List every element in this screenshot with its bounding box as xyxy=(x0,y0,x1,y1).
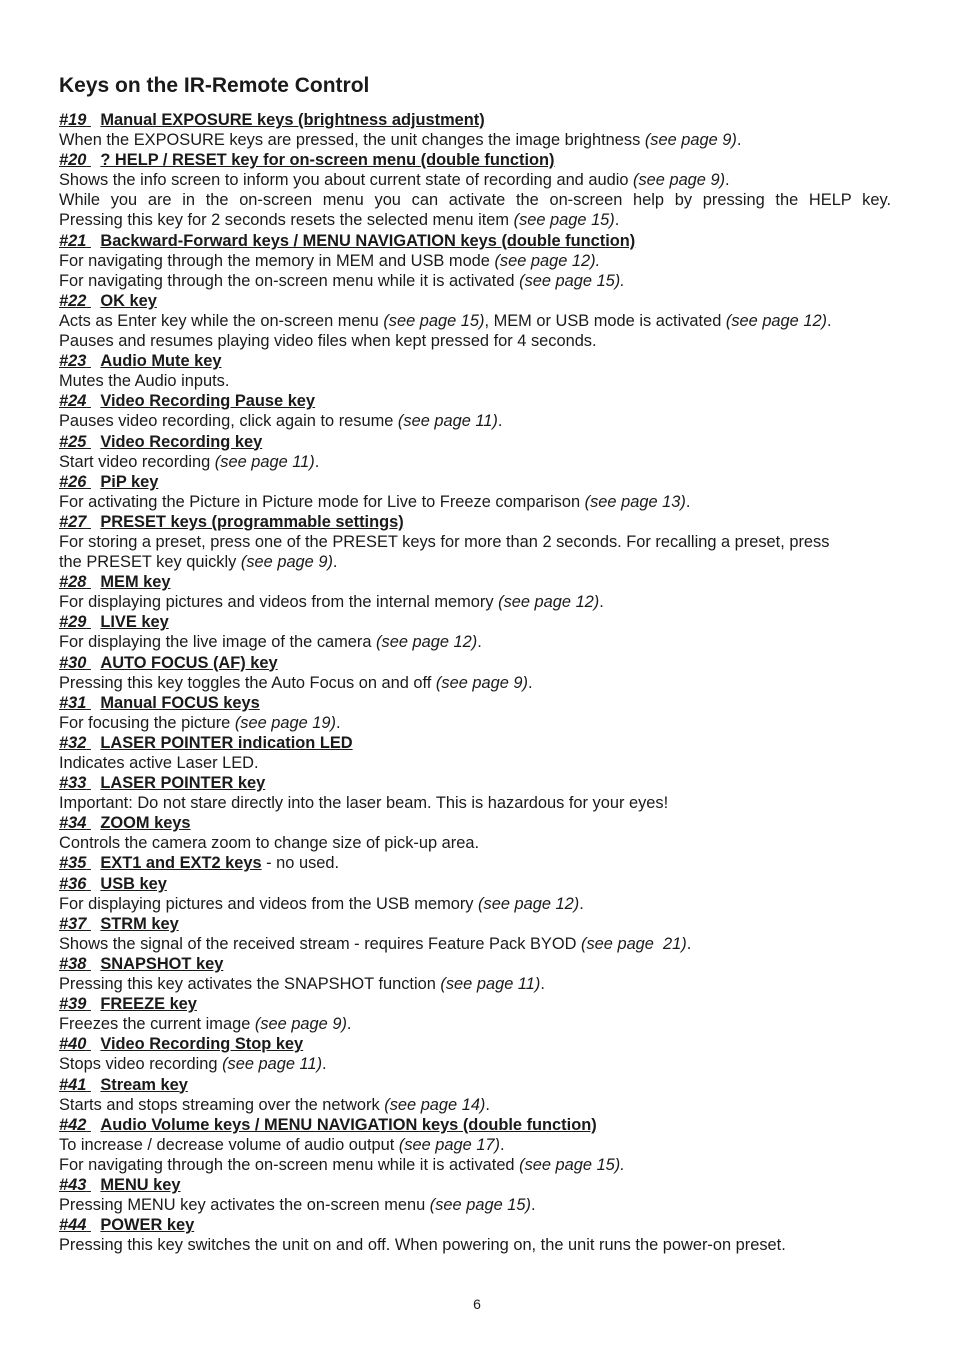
entry-heading xyxy=(59,854,262,872)
description-text: Pressing this key switches the unit on and off. When powering on, the unit runs the power-on preset. xyxy=(59,1236,786,1255)
key-entry xyxy=(59,1034,891,1074)
page-reference: (see page 12) xyxy=(725,311,828,330)
entry-number: #26 xyxy=(59,472,87,491)
entry-number: #29 xyxy=(59,613,87,632)
description-line xyxy=(59,592,891,612)
key-entry xyxy=(59,472,891,512)
key-entry xyxy=(59,773,891,813)
description-text: Freezes the current image xyxy=(59,1015,255,1034)
entry-heading-line xyxy=(59,994,891,1014)
key-entry xyxy=(59,231,891,291)
description-text: For displaying the live image of the camera xyxy=(59,633,377,652)
description-text: For displaying pictures and videos from the internal memory xyxy=(59,593,499,612)
entry-heading xyxy=(59,814,191,832)
entry-title: Audio Volume keys / MENU NAVIGATION keys (double function) xyxy=(100,1115,597,1134)
entry-title: POWER key xyxy=(100,1216,195,1235)
key-entry xyxy=(59,512,891,572)
key-entry xyxy=(59,432,891,472)
page-reference: (see page 9) xyxy=(254,1015,347,1034)
description-text: . xyxy=(332,553,338,572)
page-reference: (see page 11) xyxy=(397,412,498,431)
entry-title: Manual EXPOSURE keys (brightness adjustment) xyxy=(100,111,485,129)
entry-title: PRESET keys (programmable settings) xyxy=(100,512,404,531)
description-text: Indicates active Laser LED. xyxy=(59,754,259,772)
entry-heading-line xyxy=(59,813,891,833)
description-text: Pressing this key for 2 seconds resets the selected menu item xyxy=(59,211,514,230)
key-entry xyxy=(59,954,891,994)
entry-heading xyxy=(59,151,555,169)
entry-number: #39 xyxy=(59,995,87,1014)
entry-number: #44 xyxy=(59,1216,87,1235)
page-reference: (see page 12) xyxy=(478,894,580,913)
description-text: the PRESET key quickly xyxy=(59,553,241,572)
entry-number: #42 xyxy=(59,1115,87,1134)
key-entry xyxy=(59,813,891,853)
entry-heading-line xyxy=(59,653,891,673)
entry-heading xyxy=(59,1216,194,1234)
description-line xyxy=(59,190,891,210)
description-text: Controls the camera zoom to change size of pick-up area. xyxy=(59,834,479,853)
entry-title: MEM key xyxy=(100,573,171,592)
key-entry xyxy=(59,1075,891,1115)
entry-title: Audio Mute key xyxy=(100,352,222,371)
description-text: . xyxy=(725,171,730,190)
entry-title: AUTO FOCUS (AF) key xyxy=(100,653,278,672)
description-line xyxy=(59,793,891,813)
entry-heading-line xyxy=(59,954,891,974)
entry-heading xyxy=(59,1176,181,1194)
page-reference: (see page 9) xyxy=(633,171,726,190)
key-entry xyxy=(59,150,891,230)
page-title: Keys on the IR-Remote Control xyxy=(59,74,370,97)
key-entry xyxy=(59,612,891,652)
description-text: . xyxy=(599,593,604,612)
description-line xyxy=(59,632,891,652)
page-reference: (see page 12) xyxy=(498,593,600,612)
description-text: Acts as Enter key while the on-screen menu xyxy=(59,311,384,330)
description-text: While you are in the on-screen menu you can activate the on-screen help by pressing the HELP key. xyxy=(59,191,891,210)
entry-heading-line xyxy=(59,351,891,371)
entry-heading xyxy=(59,573,171,591)
entry-heading-line xyxy=(59,1175,891,1195)
description-line xyxy=(59,311,891,331)
description-text: Pauses and resumes playing video files when kept pressed for 4 seconds. xyxy=(59,332,597,351)
entry-number: #28 xyxy=(59,573,87,592)
entry-heading xyxy=(59,433,262,451)
description-line xyxy=(59,210,891,230)
description-line xyxy=(59,331,891,351)
description-text: . xyxy=(336,713,341,732)
description-text: , MEM or USB mode is activated xyxy=(484,311,726,330)
entry-title: Stream key xyxy=(100,1075,188,1094)
description-line xyxy=(59,411,891,431)
description-text: . xyxy=(540,975,545,994)
entry-suffix: - no used. xyxy=(261,854,340,873)
description-text: . xyxy=(314,452,320,471)
description-text: . xyxy=(477,633,482,652)
page-number: 6 xyxy=(473,1296,481,1312)
entry-title: LIVE key xyxy=(100,613,169,632)
entry-number: #43 xyxy=(59,1175,87,1194)
key-entry xyxy=(59,914,891,954)
entry-heading xyxy=(59,915,179,933)
description-text: Pressing this key toggles the Auto Focus on and off xyxy=(59,673,436,692)
entry-title: Video Recording key xyxy=(100,432,263,451)
description-text: For navigating through the memory in MEM and USB mode xyxy=(59,251,495,270)
page-reference: (see page 12) xyxy=(376,633,478,652)
entry-heading xyxy=(59,654,278,672)
entry-title: ZOOM keys xyxy=(100,814,191,833)
description-line xyxy=(59,271,891,291)
description-text: For activating the Picture in Picture mode for Live to Freeze comparison xyxy=(59,492,585,511)
page-reference: (see page 11) xyxy=(440,975,541,994)
entry-heading xyxy=(59,473,158,491)
page-reference: (see page 15). xyxy=(519,271,625,290)
description-text: Pressing MENU key activates the on-screen menu xyxy=(59,1196,430,1215)
entry-number: #31 xyxy=(59,693,87,712)
entry-heading-line xyxy=(59,773,891,793)
description-text: . xyxy=(322,1055,327,1074)
entry-heading xyxy=(59,1116,597,1134)
description-line xyxy=(59,170,891,190)
entry-number: #30 xyxy=(59,653,87,672)
page-reference: (see page 15). xyxy=(519,1155,625,1174)
description-text: To increase / decrease volume of audio output xyxy=(59,1135,399,1154)
page-reference: (see page 9) xyxy=(435,673,528,692)
entry-number: #37 xyxy=(59,914,87,933)
description-text: Shows the signal of the received stream - requires Feature Pack BYOD xyxy=(59,934,582,953)
description-line xyxy=(59,492,891,512)
page-reference: (see page 9) xyxy=(240,553,333,572)
description-line xyxy=(59,532,891,552)
description-text: . xyxy=(497,412,503,431)
key-entry xyxy=(59,1115,891,1175)
description-line xyxy=(59,371,891,391)
description-text: . xyxy=(485,1095,490,1114)
description-text: Pauses video recording, click again to resume xyxy=(59,412,398,431)
entry-heading xyxy=(59,995,197,1013)
description-text: Shows the info screen to inform you about current state of recording and audio xyxy=(59,171,634,190)
description-text: For focusing the picture xyxy=(59,713,235,732)
page-reference: (see page 15) xyxy=(513,211,615,230)
description-line xyxy=(59,130,891,150)
entry-title: EXT1 and EXT2 keys xyxy=(100,854,262,873)
description-text: Starts and stops streaming over the network xyxy=(59,1095,385,1114)
description-text: When the EXPOSURE keys are pressed, the unit changes the image brightness xyxy=(59,131,645,150)
page-reference: (see page 11) xyxy=(222,1055,323,1074)
description-line xyxy=(59,452,891,472)
entry-number: #20 xyxy=(59,151,87,170)
description-line xyxy=(59,1235,891,1255)
entry-heading xyxy=(59,352,221,370)
key-entry xyxy=(59,853,891,873)
entry-heading-line xyxy=(59,914,891,934)
entry-number: #24 xyxy=(59,392,87,411)
description-line xyxy=(59,1095,891,1115)
entry-number: #21 xyxy=(59,231,87,250)
description-line xyxy=(59,1155,891,1175)
description-text: . xyxy=(614,211,620,230)
entry-title: USB key xyxy=(100,874,167,893)
entry-number: #23 xyxy=(59,352,87,371)
entry-heading-line xyxy=(59,1115,891,1135)
entry-heading-line xyxy=(59,733,891,753)
key-entry xyxy=(59,1175,891,1215)
description-text: . xyxy=(827,311,832,330)
entry-title: OK key xyxy=(100,291,157,310)
description-text: For navigating through the on-screen menu while it is activated xyxy=(59,271,520,290)
description-line xyxy=(59,1014,891,1034)
entry-title: LASER POINTER indication LED xyxy=(100,733,353,752)
page-reference: (see page 17) xyxy=(398,1135,501,1154)
entry-heading-line xyxy=(59,853,891,873)
page-reference: (see page 14) xyxy=(384,1095,486,1114)
entry-heading-line xyxy=(59,150,891,170)
entry-heading xyxy=(59,111,485,129)
entry-heading-line xyxy=(59,472,891,492)
key-entry xyxy=(59,653,891,693)
description-text: Pressing this key activates the SNAPSHOT function xyxy=(59,975,441,994)
description-line xyxy=(59,894,891,914)
description-text: . xyxy=(686,934,692,953)
description-text: Start video recording xyxy=(59,452,215,471)
description-text: Important: Do not stare directly into the laser beam. This is hazardous for your eyes! xyxy=(59,794,669,813)
entry-heading xyxy=(59,232,635,250)
description-text: . xyxy=(527,673,533,692)
description-line xyxy=(59,713,891,733)
page-reference: (see page 15) xyxy=(383,311,485,330)
description-text: For displaying pictures and videos from the USB memory xyxy=(59,894,479,913)
entry-number: #27 xyxy=(59,512,87,531)
page-reference: (see page 9) xyxy=(644,131,737,150)
key-entry xyxy=(59,291,891,351)
key-entry xyxy=(59,391,891,431)
entry-heading-line xyxy=(59,572,891,592)
entry-heading-line xyxy=(59,1034,891,1054)
entry-heading-line xyxy=(59,231,891,251)
entry-title: SNAPSHOT key xyxy=(100,954,224,973)
key-entry xyxy=(59,693,891,733)
key-entry xyxy=(59,874,891,914)
description-line xyxy=(59,1195,891,1215)
entry-number: #38 xyxy=(59,954,87,973)
entry-number: #32 xyxy=(59,733,87,752)
entry-heading-line xyxy=(59,432,891,452)
entry-title: LASER POINTER key xyxy=(100,774,266,793)
description-line xyxy=(59,833,891,853)
description-text: . xyxy=(500,1135,505,1154)
entry-heading xyxy=(59,1076,188,1094)
entry-number: #41 xyxy=(59,1075,87,1094)
entry-number: #22 xyxy=(59,291,87,310)
entry-heading-line xyxy=(59,1075,891,1095)
key-entry xyxy=(59,1215,891,1255)
description-line xyxy=(59,673,891,693)
entry-title: FREEZE key xyxy=(100,995,197,1014)
description-line xyxy=(59,552,891,572)
entry-heading-line xyxy=(59,693,891,713)
description-line xyxy=(59,251,891,271)
description-text: For navigating through the on-screen menu while it is activated xyxy=(59,1155,520,1174)
entry-heading xyxy=(59,292,157,310)
page-reference: (see page 21) xyxy=(581,934,687,953)
key-entry xyxy=(59,351,891,391)
entry-number: #36 xyxy=(59,874,87,893)
page-reference: (see page 12). xyxy=(494,251,601,270)
entry-heading-line xyxy=(59,612,891,632)
entry-number: #35 xyxy=(59,854,87,873)
page-reference: (see page 15) xyxy=(429,1196,531,1215)
entry-number: #40 xyxy=(59,1035,87,1054)
description-text: . xyxy=(530,1196,536,1215)
key-entry xyxy=(59,733,891,773)
entry-heading-line xyxy=(59,110,891,130)
description-text: . xyxy=(736,131,742,150)
page-reference: (see page 11) xyxy=(214,452,315,471)
entry-heading-line xyxy=(59,874,891,894)
entry-title: Manual FOCUS keys xyxy=(100,693,260,712)
page-reference: (see page 13) xyxy=(584,492,686,511)
description-text: . xyxy=(346,1015,352,1034)
key-entry xyxy=(59,572,891,612)
entry-heading xyxy=(59,694,260,712)
entry-heading xyxy=(59,613,169,631)
entry-title: MENU key xyxy=(100,1175,181,1194)
key-entry xyxy=(59,110,891,150)
description-text: For storing a preset, press one of the PRESET keys for more than 2 seconds. For recalling a preset, press xyxy=(59,532,830,551)
entry-number: #33 xyxy=(59,774,87,793)
entry-number: #34 xyxy=(59,814,87,833)
entry-title: Video Recording Pause key xyxy=(100,392,316,411)
description-text: . xyxy=(685,492,691,511)
entry-heading xyxy=(59,1035,303,1053)
entry-title: PiP key xyxy=(100,472,159,491)
entry-heading xyxy=(59,513,404,531)
description-line xyxy=(59,934,891,954)
entry-heading xyxy=(59,774,265,792)
entry-heading-line xyxy=(59,391,891,411)
entry-title: Backward-Forward keys / MENU NAVIGATION keys (double function) xyxy=(100,231,636,250)
description-line xyxy=(59,1135,891,1155)
entry-number: #25 xyxy=(59,432,87,451)
entry-heading-line xyxy=(59,512,891,532)
key-entry xyxy=(59,994,891,1034)
entry-heading xyxy=(59,955,223,973)
description-text: Stops video recording xyxy=(59,1055,223,1074)
entry-title: Video Recording Stop key xyxy=(100,1035,304,1054)
description-text: . xyxy=(579,894,584,913)
entry-heading-line xyxy=(59,291,891,311)
entry-heading xyxy=(59,734,353,752)
description-line xyxy=(59,1054,891,1074)
entry-heading-line xyxy=(59,1215,891,1235)
description-line xyxy=(59,974,891,994)
entry-number: #19 xyxy=(59,111,87,129)
entry-title: ? HELP / RESET key for on-screen menu (double function) xyxy=(100,151,555,170)
entry-heading xyxy=(59,392,315,410)
entry-heading xyxy=(59,875,167,893)
page-reference: (see page 19) xyxy=(234,713,336,732)
description-text: Mutes the Audio inputs. xyxy=(59,372,230,391)
entry-title: STRM key xyxy=(100,914,179,933)
key-list xyxy=(59,110,891,1255)
description-line xyxy=(59,753,891,773)
